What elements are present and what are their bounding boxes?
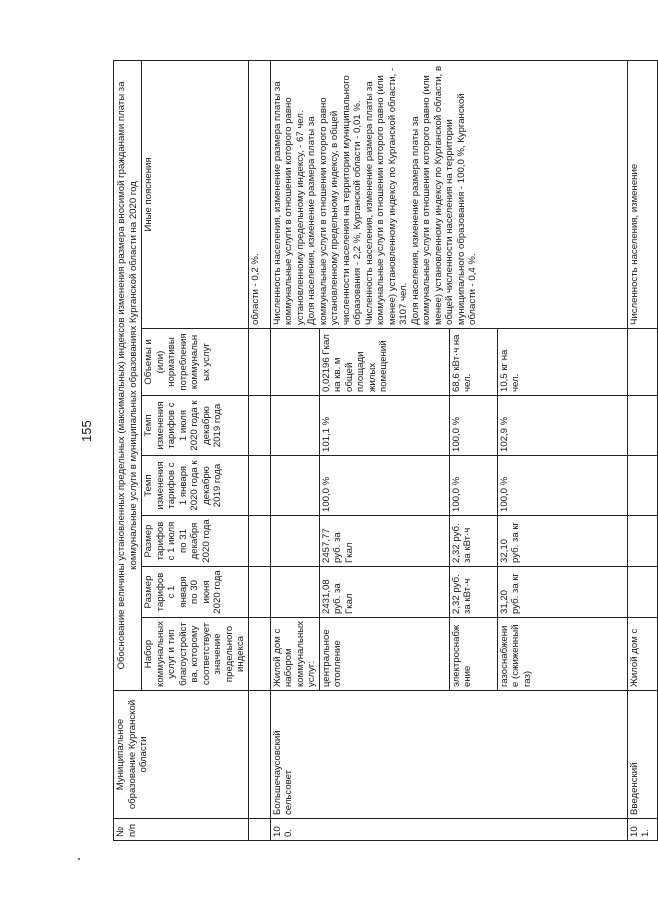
rate-jan: 100,0 % xyxy=(497,456,627,516)
tariff-h1: 2431,08 руб. за Гкал xyxy=(319,567,449,618)
continuation-note: области - 0,2 %. xyxy=(248,60,270,328)
row-municipality: Введенский xyxy=(627,691,657,819)
volume: 10,5 кг на чел. xyxy=(497,329,627,396)
page-number: 155 xyxy=(79,420,94,442)
rate-jul: 100,0 % xyxy=(449,396,497,456)
tariff-h2: 2457,77 руб. за Гкал xyxy=(319,516,449,567)
row-municipality: Большечаусовский сельсовет xyxy=(270,691,627,819)
rate-jul: 101,1 % xyxy=(319,396,449,456)
tariff-h2: 2,32 руб. за кВт·ч xyxy=(449,516,497,567)
tariff-h2: 32,10 руб. за кг xyxy=(497,516,627,567)
table-row xyxy=(627,60,657,840)
service-name: центральное отопление xyxy=(319,618,449,691)
row-number: 100. xyxy=(270,819,627,841)
rotated-table-wrapper xyxy=(113,61,651,841)
table-row xyxy=(270,60,319,840)
tariff-h1: 31,20 руб. за кг xyxy=(497,567,627,618)
service-name: газоснабжение (сжиженный газ) xyxy=(497,618,627,691)
rate-jan: 100,0 % xyxy=(449,456,497,516)
col-header-tariff-h2: Размер тарифов с 1 июля по 31 декабря 2020 года xyxy=(142,516,249,567)
col-header-notes: Иные пояснения xyxy=(142,60,249,328)
scan-speck xyxy=(78,858,80,860)
col-header-number: № п/п xyxy=(114,819,249,841)
col-header-tariff-h1: Размер тарифов с 1 января по 30 июня 2020 года xyxy=(142,567,249,618)
col-header-volumes: Объемы и (или) нормативы потребления коммунальных услуг xyxy=(142,329,249,396)
row-number: 101. xyxy=(627,819,657,841)
volume: 68,6 кВт·ч на чел. xyxy=(449,329,497,396)
col-header-service-set: Набор коммунальных услуг и тип благоустройства, которому соответствует значение предельного индекса xyxy=(142,618,249,691)
row-service-set: Жилой дом с набором коммунальных услуг: xyxy=(270,618,319,691)
col-header-rate-jul: Темп изменения тарифов с 1 июля 2020 года к декабрю 2019 года xyxy=(142,396,249,456)
row-service-set: Жилой дом с xyxy=(627,618,657,691)
continuation-row xyxy=(248,60,270,840)
tariff-h1: 2,32 руб. за кВт·ч xyxy=(449,567,497,618)
row-notes: Численность населения, изменение размера платы за коммунальные услуги в отношении которого равно установленному предельному индексу, - 67 чел. Доля населения, изменение размера платы за коммунальные услуги в отношении которого равно установленному предельному индексу, в общей численности населения на территории муниципального образования - 2,2 %, Курганской области - 0,01 %. Численность населения, изменение размера платы за коммунальные услуги в отношении которого равно (или менее) установленному индексу по Курганской области, - 3107 чел. Доля населения, изменение размера платы за коммунальные услуги в отношении которого равно (или менее) установленному индексу по Курганской области, в общей численности населения на территории муниципального образования - 100,0 %, Курганской области - 0,4 %. xyxy=(270,60,627,328)
header-row-title xyxy=(114,60,142,840)
tariff-table xyxy=(113,60,658,841)
col-header-rate-jan: Темп изменения тарифов с 1 января 2020 года к декабрю 2019 года xyxy=(142,456,249,516)
row-notes: Численность населения, изменение xyxy=(627,60,657,328)
rate-jan: 100,0 % xyxy=(319,456,449,516)
volume: 0,02196 Гкал на кв. м общей площади жилых помещений xyxy=(319,329,449,396)
rate-jul: 102,9 % xyxy=(497,396,627,456)
col-header-municipality: Муниципальное образование Курганской области xyxy=(114,691,249,819)
table-title: Обоснование величины установленных предельных (максимальных) индексов изменения размера вносимой гражданами платы за коммунальные услуги в муниципальных образованиях Курганской области на 2020 год xyxy=(114,60,142,690)
service-name: электроснабжение xyxy=(449,618,497,691)
